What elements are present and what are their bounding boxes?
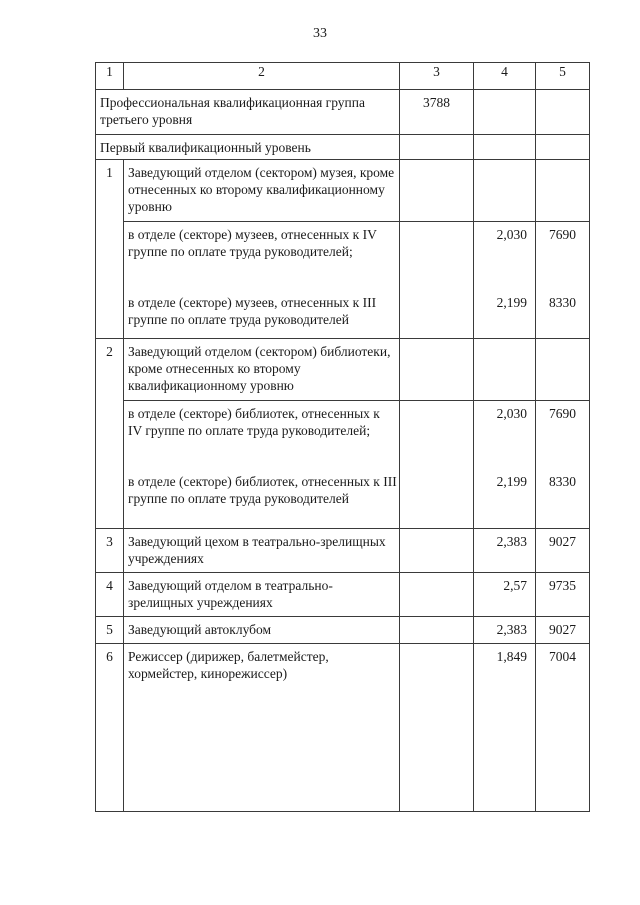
- table-row: [96, 401, 590, 529]
- subitem-text: в отделе (секторе) библиотек, отнесенных к IV группе по оплате труда руководителей;: [128, 406, 380, 438]
- row-title: Заведующий отделом в театрально-зрелищных учреждениях: [124, 573, 400, 617]
- coefficient: 2,199: [496, 474, 527, 489]
- row-title: Заведующий отделом (сектором) музея, кроме отнесенных ко второму квалификационному уровню: [124, 160, 400, 222]
- coefficient: 2,57: [474, 573, 536, 617]
- coefficient: 2,030: [496, 406, 527, 421]
- level-title: Первый квалификационный уровень: [96, 135, 400, 160]
- group-row: [96, 90, 590, 135]
- salary: 9027: [536, 529, 590, 573]
- salary: 9027: [536, 617, 590, 644]
- row-number: 3: [96, 529, 124, 573]
- header-col-4: 4: [474, 63, 536, 90]
- table-row: [96, 529, 590, 573]
- row-number: 6: [96, 644, 124, 812]
- subitem-text: в отделе (секторе) библиотек, отнесенных к III группе по оплате труда руководителей: [128, 474, 397, 506]
- salary: 9735: [536, 573, 590, 617]
- row-title: Заведующий автоклубом: [124, 617, 400, 644]
- coefficient: 2,199: [496, 295, 527, 310]
- table-row: [96, 644, 590, 812]
- row-subitems: [124, 401, 400, 529]
- row-number: 1: [96, 160, 124, 339]
- row-title: Заведующий цехом в театрально-зрелищных учреждениях: [124, 529, 400, 573]
- row-number: 2: [96, 339, 124, 529]
- salary: 8330: [549, 295, 576, 310]
- salary-table: [95, 62, 590, 812]
- coefficient: 2,030: [496, 227, 527, 242]
- header-col-2: 2: [124, 63, 400, 90]
- group-title: Профессиональная квалификационная группа третьего уровня: [96, 90, 400, 135]
- header-col-5: 5: [536, 63, 590, 90]
- header-col-1: 1: [96, 63, 124, 90]
- row-title: Режиссер (дирижер, балетмейстер, хормейстер, кинорежиссер): [124, 644, 400, 812]
- subitem-text: в отделе (секторе) музеев, отнесенных к III группе по оплате труда руководителей: [128, 295, 377, 327]
- table-row: [96, 617, 590, 644]
- salary: 7690: [549, 227, 576, 242]
- subitem-text: в отделе (секторе) музеев, отнесенных к IV группе по оплате труда руководителей;: [128, 227, 377, 259]
- page-number: 33: [313, 26, 327, 41]
- coefficient: 2,383: [474, 617, 536, 644]
- header-col-3: 3: [400, 63, 474, 90]
- row-subitems: [124, 222, 400, 339]
- table-header-row: [96, 63, 590, 90]
- group-base-salary: 3788: [400, 90, 474, 135]
- level-row: [96, 135, 590, 160]
- row-number: 4: [96, 573, 124, 617]
- salary: 7690: [549, 406, 576, 421]
- table-row: [96, 222, 590, 339]
- coefficient: 1,849: [474, 644, 536, 812]
- salary: 8330: [549, 474, 576, 489]
- salary: 7004: [536, 644, 590, 812]
- coefficient: 2,383: [474, 529, 536, 573]
- table-row: [96, 160, 590, 222]
- row-title: Заведующий отделом (сектором) библиотеки, кроме отнесенных ко второму квалификационному уровню: [124, 339, 400, 401]
- table-row: [96, 573, 590, 617]
- row-number: 5: [96, 617, 124, 644]
- table-row: [96, 339, 590, 401]
